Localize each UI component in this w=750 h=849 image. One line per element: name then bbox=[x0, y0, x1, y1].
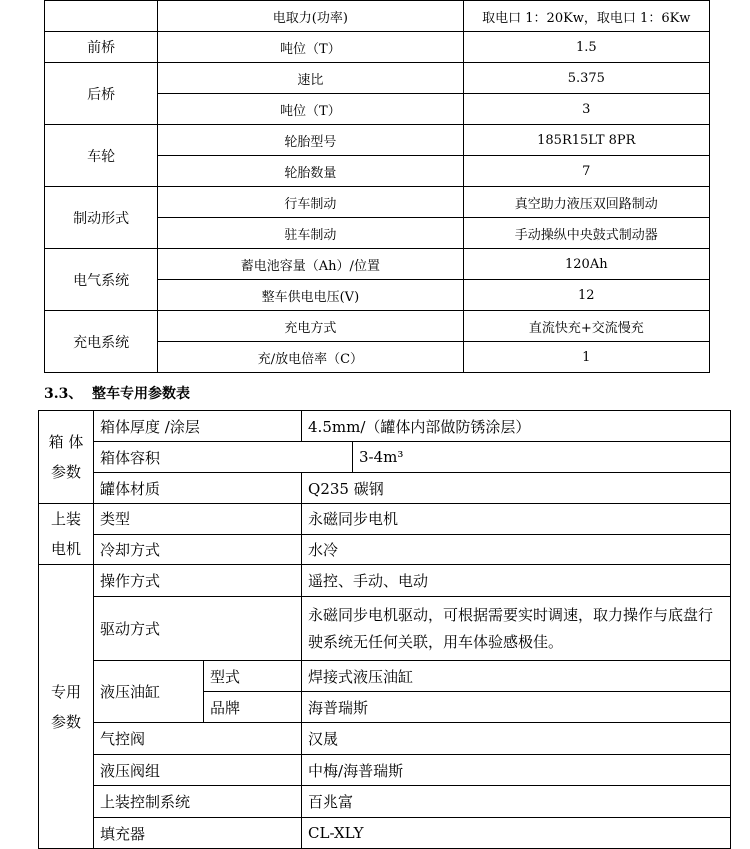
value-cell: 1.5 bbox=[463, 32, 709, 63]
value-cell: 真空助力液压双回路制动 bbox=[463, 187, 709, 218]
group-label-motor: 上装 电机 bbox=[50, 510, 81, 558]
value-cell: 1 bbox=[463, 342, 709, 373]
value-cell: 焊接式液压油缸 bbox=[302, 661, 731, 692]
group-cell: 充电系统 bbox=[45, 311, 158, 373]
value-cell: 遥控、手动、电动 bbox=[302, 565, 731, 597]
table-row bbox=[45, 1, 710, 32]
table-row bbox=[45, 311, 710, 342]
table-row bbox=[39, 504, 731, 535]
value-cell: 中梅/海普瑞斯 bbox=[302, 755, 731, 786]
param-cell: 箱体厚度 /涂层 bbox=[94, 411, 302, 442]
table-row bbox=[39, 565, 731, 597]
table-row bbox=[39, 661, 731, 692]
table-row bbox=[45, 249, 710, 280]
param-cell: 电取力(功率) bbox=[158, 1, 463, 32]
param-cell: 液压油缸 bbox=[94, 661, 204, 723]
value-cell: 百兆富 bbox=[302, 786, 731, 818]
group-cell bbox=[39, 411, 94, 504]
table-row bbox=[45, 32, 710, 63]
group-cell: 车轮 bbox=[45, 125, 158, 187]
param-cell: 行车制动 bbox=[158, 187, 463, 218]
chassis-parameter-table bbox=[44, 0, 710, 373]
param-cell: 冷却方式 bbox=[94, 534, 302, 565]
value-cell: 7 bbox=[463, 156, 709, 187]
value-cell: 3-4m³ bbox=[353, 442, 731, 473]
param-cell: 吨位（T） bbox=[158, 94, 463, 125]
value-cell: 永磁同步电机 bbox=[302, 504, 731, 535]
group-cell: 后桥 bbox=[45, 63, 158, 125]
param-cell: 罐体材质 bbox=[94, 473, 302, 504]
value-cell: 12 bbox=[463, 280, 709, 311]
param-cell: 充电方式 bbox=[158, 311, 463, 342]
group-label-tank: 箱 体 参数 bbox=[48, 433, 84, 481]
value-cell: 永磁同步电机驱动，可根据需要实时调速，取力操作与底盘行驶系统无任何关联，用车体验感极佳。 bbox=[302, 597, 731, 661]
param-cell: 充/放电倍率（C） bbox=[158, 342, 463, 373]
param-cell: 轮胎数量 bbox=[158, 156, 463, 187]
value-cell: 185R15LT 8PR bbox=[463, 125, 709, 156]
table-row bbox=[39, 442, 731, 473]
param-cell: 类型 bbox=[94, 504, 302, 535]
value-cell: 5.375 bbox=[463, 63, 709, 94]
param-cell: 轮胎型号 bbox=[158, 125, 463, 156]
param-cell: 箱体容积 bbox=[94, 442, 353, 473]
param-cell: 驱动方式 bbox=[94, 597, 302, 661]
value-cell: 4.5mm/（罐体内部做防锈涂层） bbox=[302, 411, 731, 442]
group-cell: 制动形式 bbox=[45, 187, 158, 249]
param-cell: 蓄电池容量（Ah）/位置 bbox=[158, 249, 463, 280]
table-row bbox=[39, 786, 731, 818]
group-label-special: 专用 参数 bbox=[50, 682, 81, 731]
table-row bbox=[39, 597, 731, 661]
section-heading bbox=[44, 384, 190, 404]
table-cell-empty bbox=[45, 1, 158, 32]
group-cell: 前桥 bbox=[45, 32, 158, 63]
table-row bbox=[45, 125, 710, 156]
param-cell: 驻车制动 bbox=[158, 218, 463, 249]
value-cell: 水冷 bbox=[302, 534, 731, 565]
group-cell bbox=[39, 504, 94, 565]
param-cell: 上装控制系统 bbox=[94, 786, 302, 818]
value-cell: 直流快充+交流慢充 bbox=[463, 311, 709, 342]
param-cell: 填充器 bbox=[94, 818, 302, 849]
table-row bbox=[39, 411, 731, 442]
sub-param-cell: 品牌 bbox=[204, 692, 302, 723]
value-cell: 120Ah bbox=[463, 249, 709, 280]
param-cell: 吨位（T） bbox=[158, 32, 463, 63]
param-cell: 速比 bbox=[158, 63, 463, 94]
param-cell: 操作方式 bbox=[94, 565, 302, 597]
value-cell: 汉晟 bbox=[302, 723, 731, 755]
param-cell: 液压阀组 bbox=[94, 755, 302, 786]
value-cell: 手动操纵中央鼓式制动器 bbox=[463, 218, 709, 249]
value-cell: 取电口 1：20Kw，取电口 1：6Kw bbox=[463, 1, 709, 32]
table-row bbox=[39, 534, 731, 565]
sub-param-cell: 型式 bbox=[204, 661, 302, 692]
value-cell: CL-XLY bbox=[302, 818, 731, 849]
group-cell bbox=[39, 565, 94, 849]
table-row bbox=[39, 755, 731, 786]
special-parameter-table bbox=[38, 410, 731, 849]
value-cell: 3 bbox=[463, 94, 709, 125]
value-cell: 海普瑞斯 bbox=[302, 692, 731, 723]
value-cell: Q235 碳钢 bbox=[302, 473, 731, 504]
section-title: 整车专用参数表 bbox=[92, 386, 190, 402]
table-row bbox=[39, 723, 731, 755]
param-cell: 气控阀 bbox=[94, 723, 302, 755]
table-row bbox=[39, 818, 731, 849]
table-row bbox=[39, 473, 731, 504]
section-number: 3.3、 bbox=[44, 386, 83, 402]
group-cell: 电气系统 bbox=[45, 249, 158, 311]
param-cell: 整车供电电压(V) bbox=[158, 280, 463, 311]
table-row bbox=[45, 63, 710, 94]
table-row bbox=[45, 187, 710, 218]
